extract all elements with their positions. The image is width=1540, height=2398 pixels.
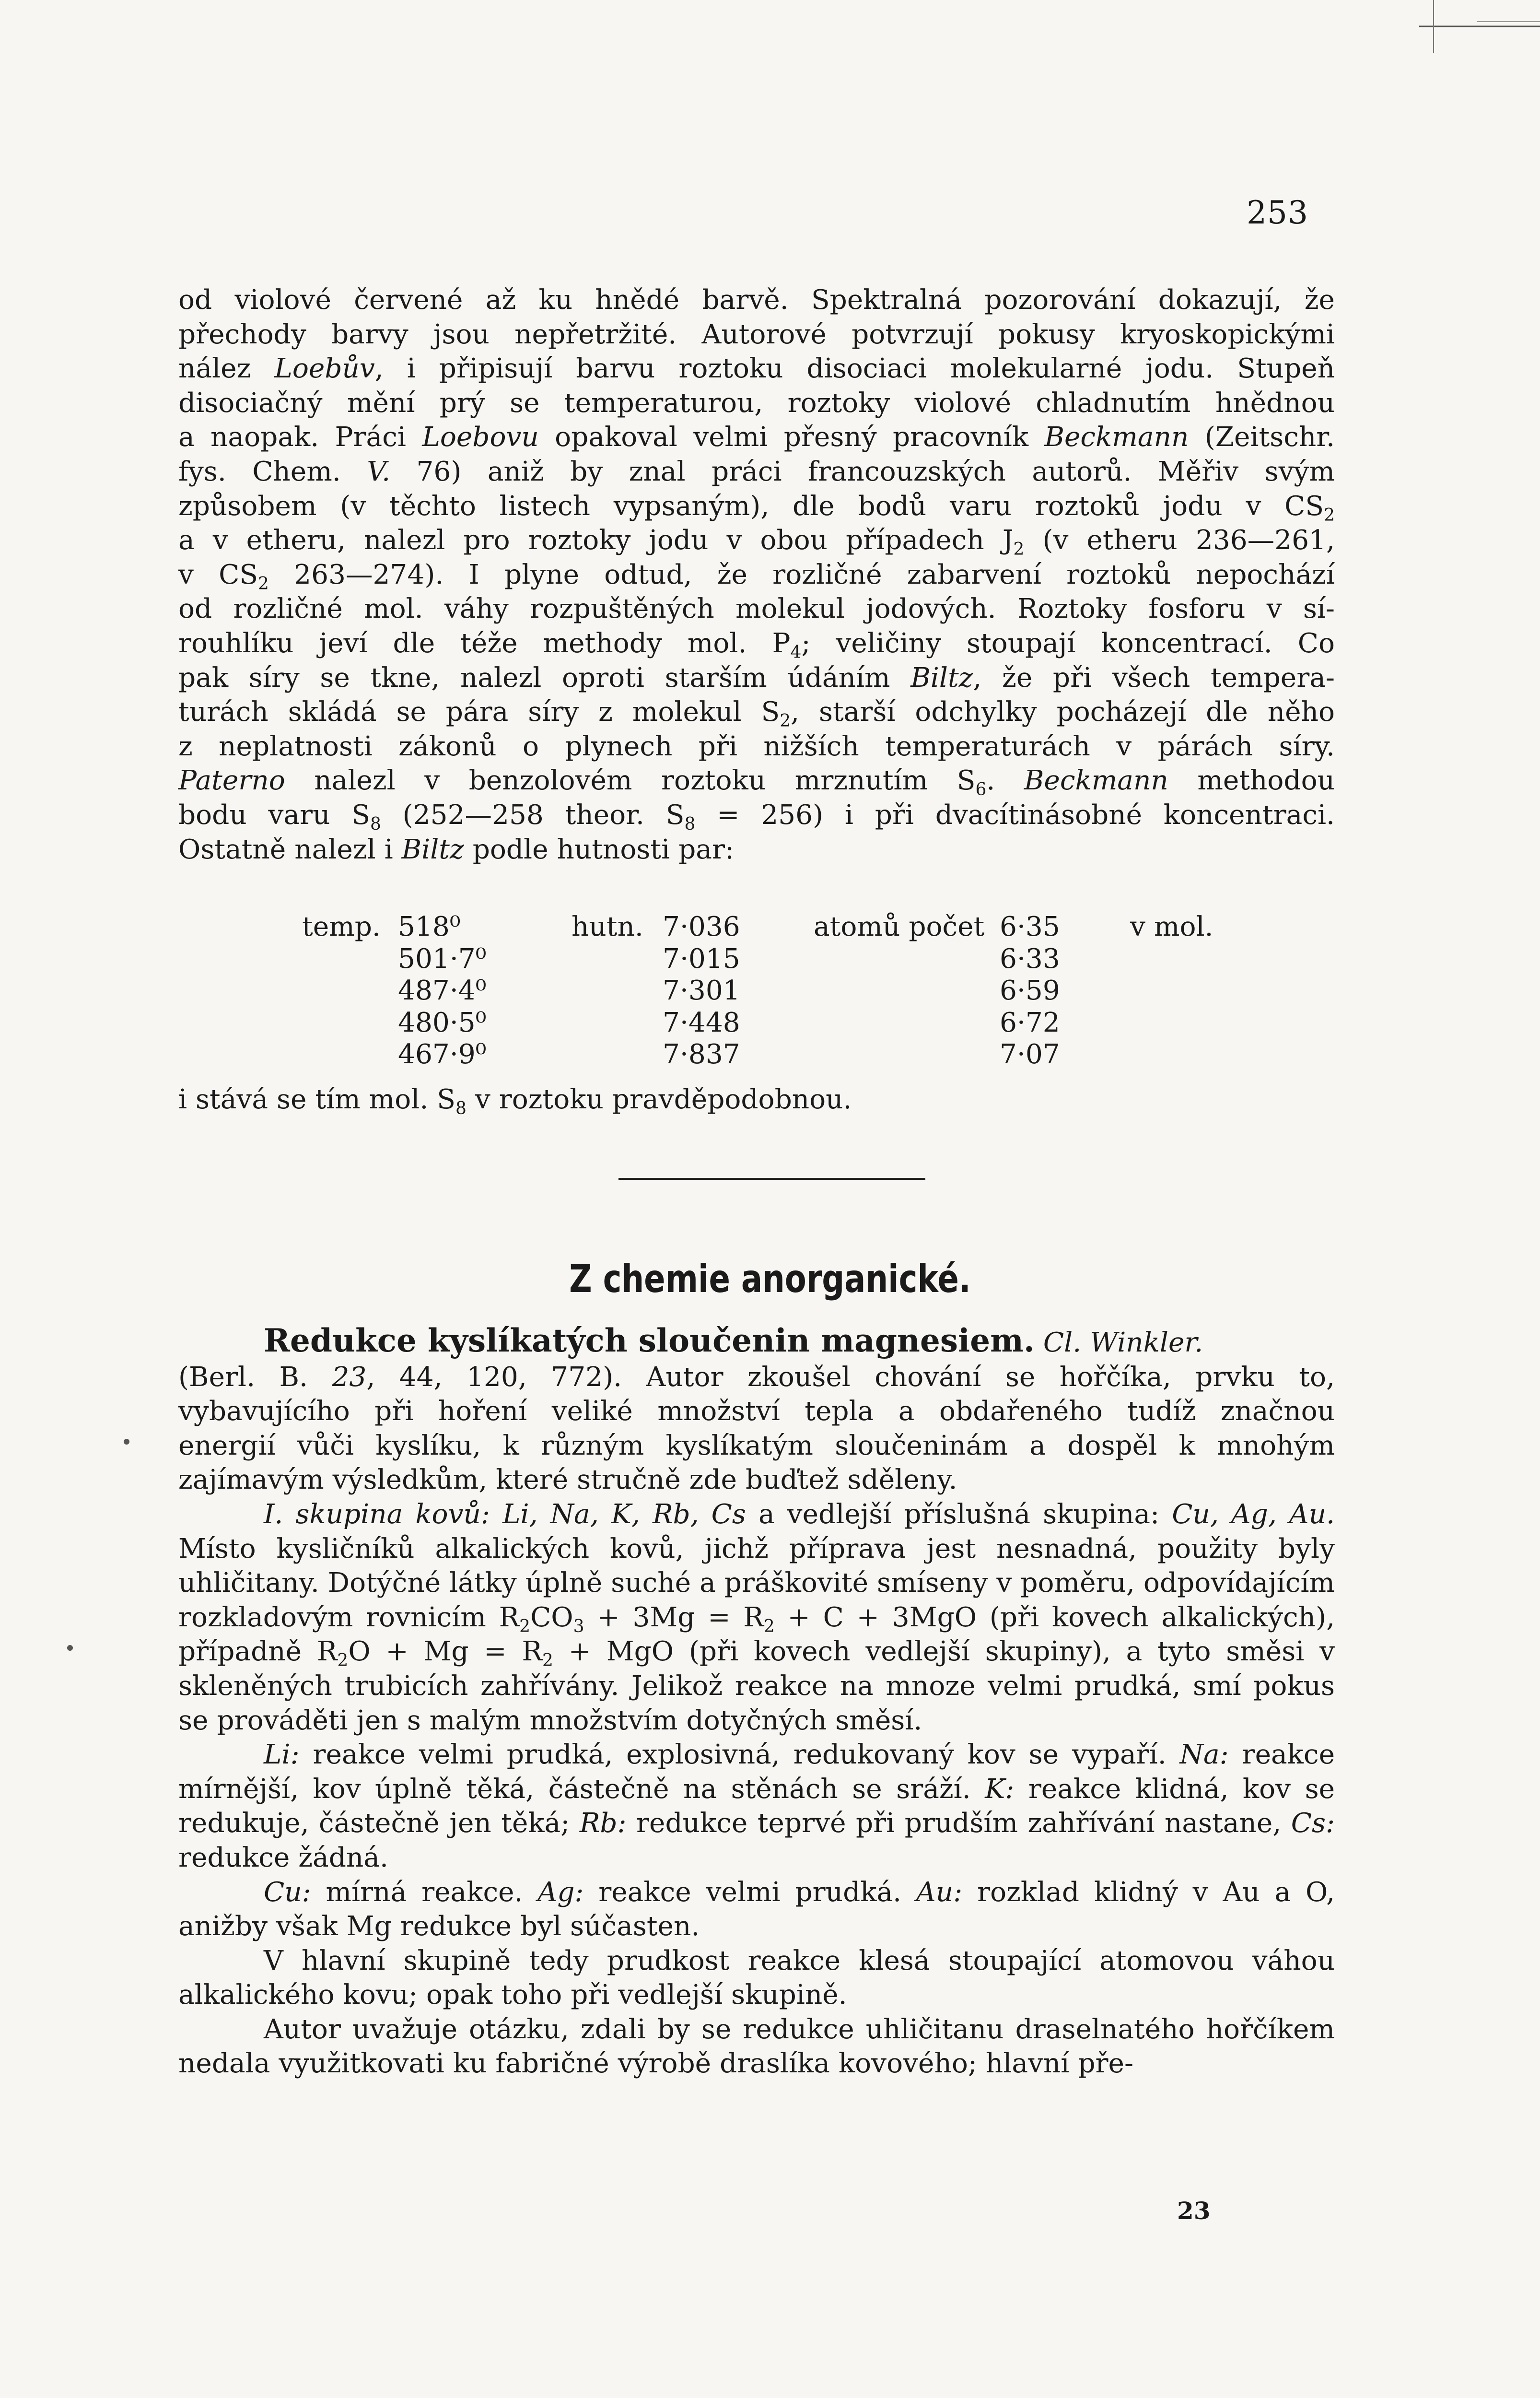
- text-line: turách skládá se pára síry z molekul $S_2$, starší odchylky pocházejí dle něho: [178, 696, 1335, 731]
- text-line: vybavujícího při hoření veliké množství tepla a obdařeného tudíž značnou: [178, 1396, 1335, 1427]
- article-body: [178, 1497, 1335, 2081]
- temp-cell: 487·4⁰: [398, 975, 487, 1006]
- text-line: způsobem (v těchto listech vypsaným), dle bodů varu roztoků jodu v $CS_2$: [178, 490, 1335, 525]
- article-title: Redukce kyslíkatých sloučenin magnesiem.: [264, 1322, 1035, 1359]
- text-line: nález Loebův, i připisují barvu roztoku disociaci molekularné jodu. Stupeň: [178, 353, 1335, 385]
- text-line: pak síry se tkne, nalezl oproti starším údáním Biltz, že při všech tempera-: [178, 662, 1335, 694]
- article: [178, 1324, 1335, 2081]
- text-line: z neplatnosti zákonů o plynech při nižších temperaturách v párách síry.: [178, 730, 1335, 762]
- atoms-cell: 6·35: [1000, 911, 1060, 942]
- atom-label: atomů počet: [814, 911, 985, 942]
- section-divider: [618, 1178, 925, 1180]
- body-paragraph: Autor uvažuje otázku, zdali by se redukce uhličitanu draselnatého hořčíkem nedala využitkovati ku fabričné výrobě draslíka kovového; hlavní pře-: [178, 2013, 1335, 2080]
- text-line: přechody barvy jsou nepřetržité. Autorové potvrzují pokusy kryoskopickými: [178, 318, 1335, 350]
- atoms-cell: 7·07: [1000, 1039, 1060, 1070]
- text-line: od rozličné mol. váhy rozpuštěných molekul jodových. Roztoky fosforu v sí-: [178, 593, 1335, 625]
- article-heading: [178, 1324, 1335, 1360]
- hutn-cell: 7·015: [663, 943, 740, 975]
- body-paragraph: Li: reakce velmi prudká, explosivná, redukovaný kov se vypaří. Na: reakce mírnější, kov úplně těká, částečně na stěnách se sráží. K: reakce klidná, kov se redukuje, částečně jen těká; Rb: redukce teprvé při prudším zahřívání nastane, Cs: redukce žádná.: [178, 1739, 1335, 1873]
- body-paragraph: V hlavní skupině tedy prudkost reakce klesá stoupající atomovou váhou alkalického kovu; opak toho při vedlejší skupině.: [178, 1945, 1335, 2011]
- text-line: rouhlíku jeví dle téže methody mol. $P_4$; veličiny stoupají koncentrací. Co: [178, 627, 1335, 662]
- text-line: od violové červené až ku hnědé barvě. Spektralná pozorování dokazují, že: [178, 284, 1335, 316]
- table-closing-line: i stává se tím mol. $S_8$ v roztoku pravděpodobnou.: [178, 1084, 852, 1118]
- text-line: bodu varu $S_8$ (252—258 theor. $S_8 = 256$) i při dvacítinásobné koncentraci.: [178, 799, 1335, 834]
- page-number: 253: [1247, 194, 1308, 231]
- printer-signature: 23: [1177, 2197, 1211, 2225]
- article-intro: [178, 1360, 1335, 1497]
- text-line: zajímavým výsledkům, které stručně zde buďtež sděleny.: [178, 1464, 957, 1496]
- scan-speck: [67, 1645, 73, 1651]
- temp-label: temp.: [302, 911, 381, 942]
- hutn-cell: 7·036: [663, 911, 740, 942]
- text-line: fys. Chem. V. 76) aniž by znal práci francouzských autorů. Měřiv svým: [178, 456, 1335, 487]
- text-line: (Berl. B. 23, 44, 120, 772). Autor zkoušel chování se hořčíka, prvku to,: [178, 1361, 1335, 1393]
- atoms-cell: 6·59: [1000, 975, 1060, 1006]
- text-line: v $CS_2$ 263—274). I plyne odtud, že rozličné zabarvení roztoků nepochází: [178, 559, 1335, 594]
- temp-cell: 501·7⁰: [398, 943, 487, 975]
- atoms-cell: 6·72: [1000, 1007, 1060, 1038]
- text-line: Paterno nalezl v benzolovém roztoku mrznutím $S_6$. Beckmann methodou: [178, 765, 1335, 800]
- temp-cell: 480·5⁰: [398, 1007, 487, 1038]
- text-line: Ostatně nalezl i Biltz podle hutnosti par:: [178, 834, 735, 865]
- temp-cell: 467·9⁰: [398, 1039, 487, 1070]
- article-author: Cl. Winkler.: [1043, 1327, 1203, 1358]
- unit-label: v mol.: [1130, 911, 1213, 942]
- text-line: energií vůči kyslíku, k různým kyslíkatým sloučeninám a dospěl k mnohým: [178, 1430, 1335, 1461]
- scan-speck: [124, 1439, 129, 1445]
- text-line: a v etheru, nalezl pro roztoky jodu v obou případech $J_2$ (v etheru 236—261,: [178, 525, 1335, 560]
- hutn-label: hutn.: [572, 911, 643, 942]
- hutn-cell: 7·837: [663, 1039, 740, 1070]
- continuation-paragraph: [178, 283, 1335, 867]
- section-title: Z chemie anorganické.: [569, 1257, 971, 1301]
- text-line: a naopak. Práci Loebovu opakoval velmi přesný pracovník Beckmann (Zeitschr.: [178, 422, 1335, 453]
- atoms-cell: 6·33: [1000, 943, 1060, 975]
- temp-cell: 518⁰: [398, 911, 461, 942]
- text-line: disociačný mění prý se temperaturou, roztoky violové chladnutím hnědnou: [178, 387, 1335, 419]
- body-paragraph: Cu: mírná reakce. Ag: reakce velmi prudká. Au: rozklad klidný v Au a O, anižby však Mg redukce byl súčasten.: [178, 1876, 1335, 1942]
- hutn-cell: 7·448: [663, 1007, 740, 1038]
- scan-edge-mark: [1419, 0, 1540, 53]
- hutn-cell: 7·301: [663, 975, 740, 1006]
- body-paragraph: I. skupina kovů: Li, Na, K, Rb, Cs a vedlejší příslušná skupina: Cu, Ag, Au. Místo kysličníků alkalických kovů, jichž příprava jest nesnadná, použity byly uhličitany. Dotýčné látky úplně suché a práškovité smíseny v poměru, odpovídajícím rozkladovým rovnicím $R_2CO_3 + 3Mg = R_2 + C + 3MgO$ (při kovech alkalických), případně $R_2O + Mg = R_2$ + MgO (při kovech vedlejší skupiny), a tyto směsi v skleněných trubicích zahřívány. Jelikož reakce na mnoze velmi prudká, smí pokus se prováděti jen s malým množstvím dotyčných směsí.: [178, 1498, 1335, 1736]
